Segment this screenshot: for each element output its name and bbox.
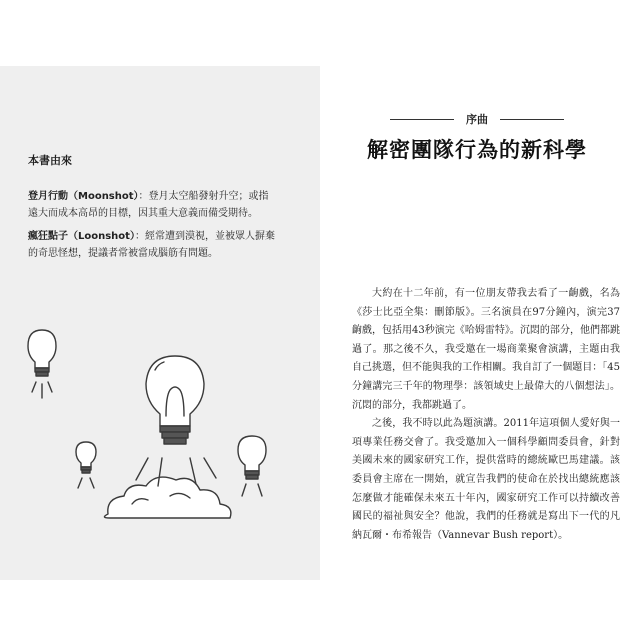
lightbulb-right-icon [238, 436, 266, 496]
paragraph: 之後，我不時以此為題演講。2011年這項個人愛好與一項專業任務交會了。我受邀加入一個科學顧問委員會，針對美國未來的國家研究工作，提供當時的總統歐巴馬建議。該委員會主席在一開始，就宣告我們的使命在於找出總統應該怎麼做才能確保未來五十年內，國家研究工作可以持續改善國民的福祉與安全？他說，我們的任務就是寫出下一代的凡納瓦爾・布希報告（Vannevar Bush report）。 [352, 418, 620, 541]
chapter-label [332, 112, 622, 126]
lightbulb-rocket-illustration [20, 318, 300, 548]
lightbulb-left-icon [28, 330, 56, 398]
moonshot-term: 登月行動（Moonshot） [28, 191, 139, 202]
moonshot-text: ：登月太空船發射升空；或指遠大而成本高昂的目標，因其重大意義而備受期待。 [28, 191, 269, 219]
body-text [352, 285, 620, 545]
lightbulb-small-icon [76, 442, 96, 488]
loonshot-text: ：經常遭到漠視，並被眾人摒棄的奇思怪想，提議者常被當成腦筋有問題。 [28, 231, 275, 259]
loonshot-term: 瘋狂點子（Loonshot） [28, 231, 135, 242]
loonshot-definition [28, 228, 278, 262]
chapter-title: 解密團隊行為的新科學 [367, 137, 587, 162]
chapter-label-text: 序曲 [466, 113, 488, 126]
paragraph: 大約在十二年前，有一位朋友帶我去看了一齣戲，名為《莎士比亞全集：刪節版》。三名演員在97分鐘內，演完37齣戲，包括用43秒演完《哈姆雷特》。沉悶的部分，他們都跳過了。那之後不久，我受邀在一場商業聚會演講，主題由我自己挑選，但不能與我的工作相關。我自訂了一個題目：「45分鐘講完三千年的物理學：該領域史上最偉大的八個想法」。沉悶的部分，我都跳過了。 [352, 288, 620, 411]
lightbulb-large-icon [136, 356, 216, 486]
moonshot-definition [28, 188, 278, 222]
sidebar-title: 本書由來 [28, 154, 72, 167]
cloud-icon [104, 477, 230, 518]
rule-left [390, 119, 454, 120]
rule-right [500, 119, 564, 120]
